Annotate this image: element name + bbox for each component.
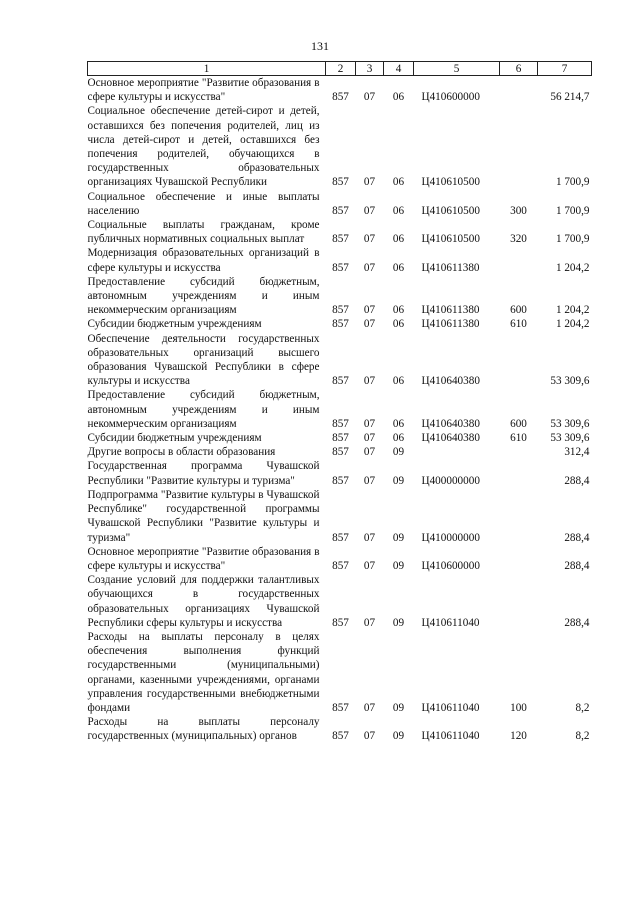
cell-section-code: 07: [363, 176, 376, 189]
cell-ministry-code: 857: [332, 616, 349, 629]
column-header-7: 7: [538, 62, 592, 76]
cell-expense-type-code: 120: [510, 730, 527, 743]
cell-target-article-code: Ц410610500: [421, 204, 480, 217]
cell-ministry-code: 857: [332, 730, 349, 743]
cell-ministry-code: 857: [332, 176, 349, 189]
cell-ministry-code: 857: [332, 233, 349, 246]
cell-ministry-code: 857: [332, 559, 349, 572]
table-row: [88, 545, 592, 573]
cell-section-code: 07: [363, 233, 376, 246]
table-row: [88, 445, 592, 459]
cell-amount: 288,4: [564, 559, 590, 572]
cell-expense-type-code: 320: [510, 233, 527, 246]
cell-target-article-code: Ц410611380: [421, 261, 480, 274]
cell-ministry-code: 857: [332, 261, 349, 274]
cell-expense-type-code: 600: [510, 304, 527, 317]
cell-section-code: 07: [363, 730, 376, 743]
column-header-2: 2: [326, 62, 356, 76]
cell-ministry-code: 857: [332, 375, 349, 388]
cell-section-code: 07: [363, 261, 376, 274]
table-row: [88, 573, 592, 630]
column-header-4: 4: [384, 62, 414, 76]
cell-subsection-code: 09: [392, 531, 405, 544]
cell-expense-type-code: 610: [510, 318, 527, 331]
table-row: [88, 488, 592, 545]
cell-expense-type-code: [500, 104, 538, 189]
cell-amount: 288,4: [564, 616, 590, 629]
cell-target-article-code: Ц410611040: [421, 701, 480, 714]
cell-subsection-code: 06: [392, 417, 405, 430]
cell-expense-type-code: [500, 445, 538, 459]
cell-item-name: Социальные выплаты гражданам, кроме публичных нормативных социальных выплат: [87, 219, 320, 246]
cell-expense-type-code: [500, 459, 538, 487]
cell-subsection-code: 06: [392, 91, 405, 104]
cell-subsection-code: 06: [392, 261, 405, 274]
cell-target-article-code: [414, 445, 500, 459]
cell-ministry-code: 857: [332, 204, 349, 217]
column-header-3: 3: [356, 62, 384, 76]
column-header-5: 5: [414, 62, 500, 76]
cell-target-article-code: Ц410640380: [421, 432, 480, 445]
cell-ministry-code: 857: [332, 318, 349, 331]
cell-expense-type-code: [500, 332, 538, 389]
cell-amount: 1 204,2: [555, 261, 590, 274]
cell-ministry-code: 857: [332, 91, 349, 104]
cell-item-name: Расходы на выплаты персоналу в целях обеспечения выполнения функций государственными (муниципальными) органами, казенными учреждениями, органами управления государственными внебюджетными фондами: [87, 630, 320, 714]
cell-amount: 53 309,6: [550, 417, 590, 430]
table-row: [88, 630, 592, 715]
cell-target-article-code: Ц410600000: [421, 91, 480, 104]
table-row: [88, 459, 592, 487]
cell-amount: 1 700,9: [555, 204, 590, 217]
table-row: [88, 246, 592, 274]
cell-expense-type-code: 600: [510, 417, 527, 430]
table-row: [88, 275, 592, 318]
cell-section-code: 07: [363, 91, 376, 104]
cell-subsection-code: 06: [392, 176, 405, 189]
column-header-1: 1: [88, 62, 326, 76]
cell-subsection-code: 09: [392, 616, 405, 629]
cell-ministry-code: 857: [332, 531, 349, 544]
cell-item-name: Основное мероприятие "Развитие образования в сфере культуры и искусства": [87, 545, 320, 572]
cell-subsection-code: 06: [392, 204, 405, 217]
cell-ministry-code: 857: [332, 432, 349, 445]
budget-table: [87, 61, 592, 744]
cell-amount: 1 204,2: [555, 304, 590, 317]
cell-target-article-code: Ц410000000: [421, 531, 480, 544]
cell-item-name: Другие вопросы в области образования: [87, 446, 276, 459]
cell-section-code: 07: [363, 204, 376, 217]
cell-item-name: Социальное обеспечение и иные выплаты населению: [87, 190, 320, 217]
cell-expense-type-code: [500, 488, 538, 545]
cell-ministry-code: 857: [332, 417, 349, 430]
table-header-row: [88, 62, 592, 76]
cell-item-name: Предоставление субсидий бюджетным, автономным учреждениям и иным некоммерческим организациям: [87, 389, 320, 430]
cell-expense-type-code: [500, 545, 538, 573]
cell-section-code: 07: [363, 304, 376, 317]
cell-expense-type-code: 100: [510, 701, 527, 714]
cell-subsection-code: 06: [392, 233, 405, 246]
cell-section-code: 07: [363, 318, 376, 331]
cell-expense-type-code: [500, 573, 538, 630]
table-row: [88, 190, 592, 218]
cell-subsection-code: 09: [392, 474, 405, 487]
cell-subsection-code: 06: [392, 432, 405, 445]
cell-target-article-code: Ц410600000: [421, 559, 480, 572]
cell-item-name: Расходы на выплаты персоналу государственных (муниципальных) органов: [87, 716, 320, 743]
cell-expense-type-code: [500, 246, 538, 274]
cell-section-code: 07: [363, 474, 376, 487]
cell-section-code: 07: [363, 432, 376, 445]
table-row: [88, 715, 592, 743]
column-header-6: 6: [500, 62, 538, 76]
cell-subsection-code: 09: [392, 701, 405, 714]
cell-item-name: Подпрограмма "Развитие культуры в Чувашской Республике" государственной программы Чувашской Республики "Развитие культуры и туризма": [87, 488, 320, 544]
cell-item-name: Предоставление субсидий бюджетным, автономным учреждениям и иным некоммерческим организациям: [87, 275, 320, 317]
cell-subsection-code: 06: [392, 375, 405, 388]
cell-item-name: Обеспечение деятельности государственных образовательных организаций высшего образования Чувашской Республики в сфере культуры и искусства: [87, 332, 320, 388]
cell-target-article-code: Ц410610500: [421, 176, 480, 189]
table-row: [88, 332, 592, 389]
table-row: [88, 104, 592, 189]
cell-target-article-code: Ц410640380: [421, 417, 480, 430]
cell-expense-type-code: 610: [510, 432, 527, 445]
cell-amount: 53 309,6: [550, 375, 590, 388]
cell-amount: 56 214,7: [550, 91, 590, 104]
cell-subsection-code: 09: [392, 559, 405, 572]
cell-subsection-code: 06: [392, 318, 405, 331]
cell-amount: 312,4: [564, 446, 590, 459]
table-row: [88, 218, 592, 246]
cell-item-name: Основное мероприятие "Развитие образования в сфере культуры и искусства": [87, 77, 320, 104]
cell-target-article-code: Ц400000000: [421, 474, 480, 487]
cell-section-code: 07: [363, 559, 376, 572]
cell-amount: 1 700,9: [555, 176, 590, 189]
table-row: [88, 388, 592, 431]
cell-amount: 1 700,9: [555, 233, 590, 246]
cell-amount: 53 309,6: [550, 432, 590, 445]
cell-subsection-code: 09: [392, 446, 405, 459]
cell-amount: 288,4: [564, 474, 590, 487]
cell-target-article-code: Ц410640380: [421, 375, 480, 388]
cell-item-name: Социальное обеспечение детей-сирот и детей, оставшихся без попечения родителей, лиц из числа детей-сирот и детей, оставшихся без попечения родителей, обучающихся в государственных образовательных организациях Чувашской Республики: [87, 105, 320, 189]
cell-section-code: 07: [363, 531, 376, 544]
cell-section-code: 07: [363, 375, 376, 388]
cell-section-code: 07: [363, 446, 376, 459]
cell-ministry-code: 857: [332, 304, 349, 317]
table-body: [88, 76, 592, 744]
cell-target-article-code: Ц410611040: [421, 730, 480, 743]
page-number: 131: [311, 39, 329, 53]
cell-expense-type-code: [500, 76, 538, 105]
cell-expense-type-code: 300: [510, 204, 527, 217]
cell-ministry-code: 857: [332, 474, 349, 487]
cell-target-article-code: Ц410611380: [421, 318, 480, 331]
cell-target-article-code: Ц410610500: [421, 233, 480, 246]
cell-subsection-code: 09: [392, 730, 405, 743]
cell-amount: 8,2: [575, 730, 590, 743]
cell-item-name: Создание условий для поддержки талантливых обучающихся в государственных образовательных организациях Чувашской Республики сферы культуры и искусства: [87, 574, 320, 629]
cell-item-name: Государственная программа Чувашской Республики "Развитие культуры и туризма": [87, 460, 320, 487]
cell-section-code: 07: [363, 417, 376, 430]
cell-section-code: 07: [363, 616, 376, 629]
table-row: [88, 431, 592, 445]
cell-section-code: 07: [363, 701, 376, 714]
cell-ministry-code: 857: [332, 701, 349, 714]
cell-target-article-code: Ц410611380: [421, 304, 480, 317]
cell-ministry-code: 857: [332, 446, 349, 459]
cell-amount: 8,2: [575, 701, 590, 714]
cell-subsection-code: 06: [392, 304, 405, 317]
cell-target-article-code: Ц410611040: [421, 616, 480, 629]
cell-item-name: Субсидии бюджетным учреждениям: [87, 432, 262, 445]
cell-item-name: Модернизация образовательных организаций в сфере культуры и искусства: [87, 247, 320, 274]
cell-amount: 1 204,2: [555, 318, 590, 331]
cell-amount: 288,4: [564, 531, 590, 544]
cell-item-name: Субсидии бюджетным учреждениям: [87, 318, 262, 331]
table-row: [88, 76, 592, 105]
table-row: [88, 317, 592, 331]
